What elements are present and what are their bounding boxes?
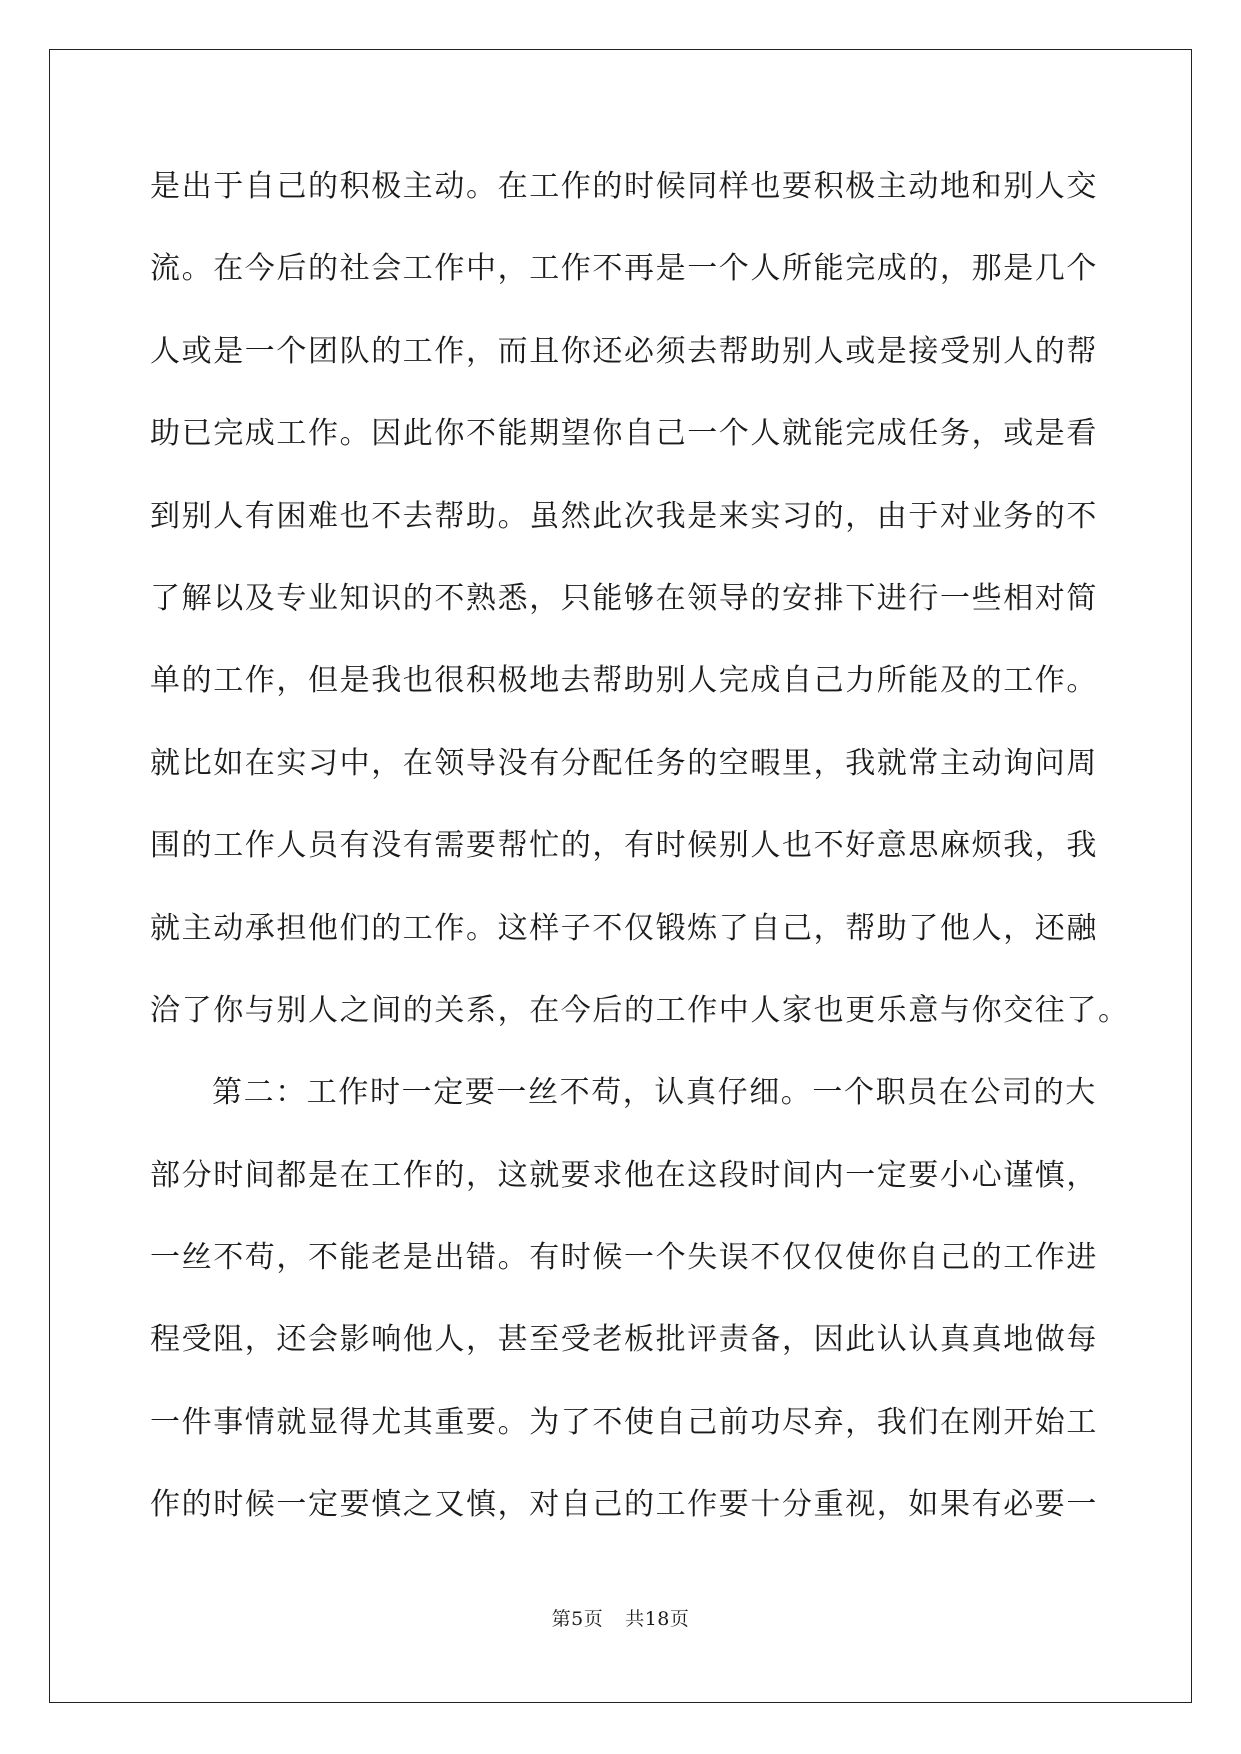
- page-total: 共18页: [625, 1608, 690, 1630]
- text-line: 一丝不苟，不能老是出错。有时候一个失误不仅仅使你自己的工作进: [150, 1240, 1098, 1276]
- page-footer: [0, 1604, 1241, 1631]
- text-line: 人或是一个团队的工作，而且你还必须去帮助别人或是接受别人的帮: [150, 333, 1098, 369]
- text-line: 作的时候一定要慎之又慎，对自己的工作要十分重视，如果有必要一: [150, 1487, 1098, 1523]
- text-line: 程受阻，还会影响他人，甚至受老板批评责备，因此认认真真地做每: [150, 1322, 1098, 1358]
- text-line: 了解以及专业知识的不熟悉，只能够在领导的安排下进行一些相对简: [150, 580, 1098, 616]
- text-line: 单的工作，但是我也很积极地去帮助别人完成自己力所能及的工作。: [150, 663, 1098, 699]
- text-line: 就主动承担他们的工作。这样子不仅锻炼了自己，帮助了他人，还融: [150, 910, 1098, 946]
- text-line: 是出于自己的积极主动。在工作的时候同样也要积极主动地和别人交: [150, 169, 1098, 204]
- text-line: 围的工作人员有没有需要帮忙的，有时候别人也不好意思麻烦我，我: [150, 828, 1098, 864]
- text-line: 到别人有困难也不去帮助。虽然此次我是来实习的，由于对业务的不: [150, 498, 1098, 534]
- text-line: 部分时间都是在工作的，这就要求他在这段时间内一定要小心谨慎，: [150, 1157, 1098, 1193]
- text-line: 助已完成工作。因此你不能期望你自己一个人就能完成任务，或是看: [150, 416, 1098, 452]
- text-line: 就比如在实习中，在领导没有分配任务的空暇里，我就常主动询问周: [150, 745, 1098, 781]
- page-number: 第5页: [551, 1608, 604, 1630]
- paragraph-start-line: 第二：工作时一定要一丝不苟，认真仔细。一个职员在公司的大: [212, 1075, 1097, 1111]
- document-body: [150, 157, 1130, 1558]
- text-line: 洽了你与别人之间的关系，在今后的工作中人家也更乐意与你交往了。: [150, 992, 1130, 1028]
- text-line: 流。在今后的社会工作中，工作不再是一个人所能完成的，那是几个: [150, 251, 1098, 287]
- text-line: 一件事情就显得尤其重要。为了不使自己前功尽弃，我们在刚开始工: [150, 1404, 1098, 1440]
